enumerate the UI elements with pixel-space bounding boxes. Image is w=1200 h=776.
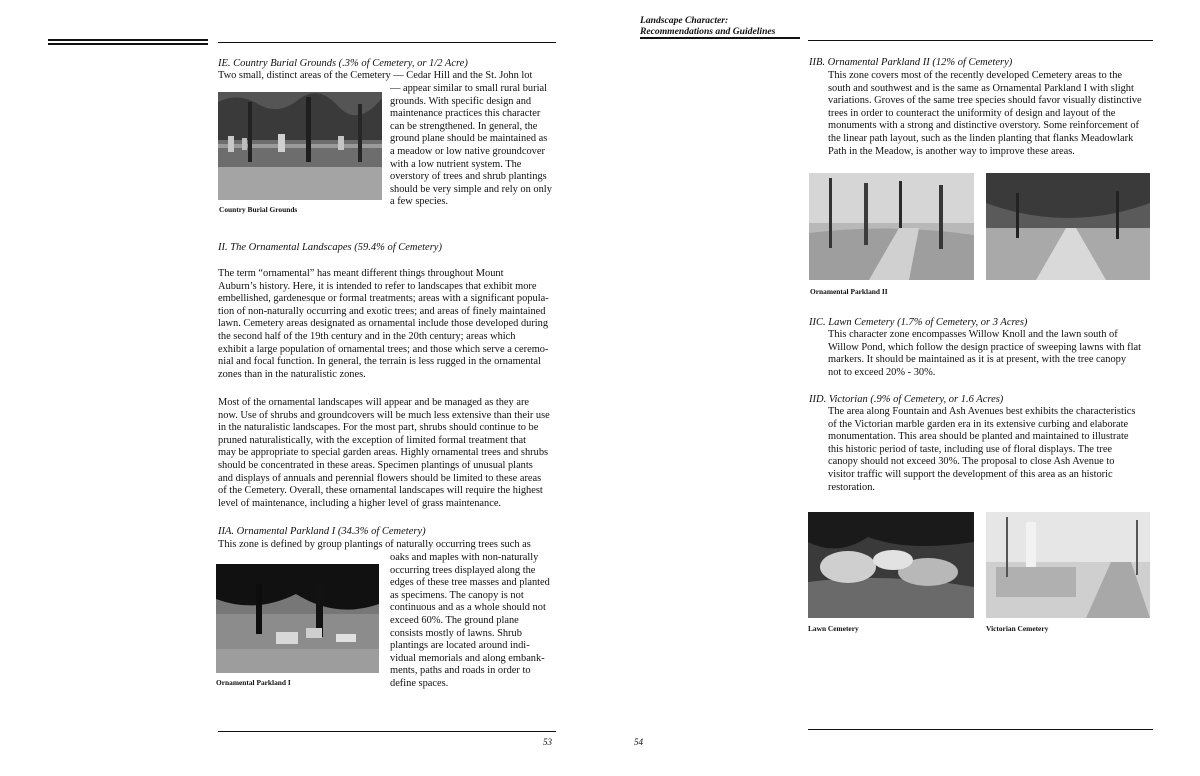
ornamental-parkland-ii-photo-2 <box>986 173 1150 280</box>
text-line: the second half of the 19th century and in the 20th century; areas which <box>218 330 516 342</box>
text-line: maintenance practices this character <box>390 108 541 120</box>
text-line: lawn. Cemetery areas designated as ornamental include those developed during <box>218 318 549 330</box>
left-footer-rule <box>218 731 556 732</box>
text-line: ments, paths and roads in order to <box>390 665 531 677</box>
text-line: level of maintenance, including a higher level of grass maintenance. <box>218 497 502 509</box>
section-iia-lead: This zone is defined by group plantings of naturally occurring trees such as <box>218 539 531 550</box>
text-line: This zone covers most of the recently developed Cemetery areas to the <box>828 70 1123 81</box>
section-iid-title: IID. Victorian (.9% of Cemetery, or 1.6 Acres) <box>809 394 1004 405</box>
text-line: Most of the ornamental landscapes will appear and be managed as they are <box>218 397 530 408</box>
ornamental-parkland-ii-photo-1 <box>809 173 974 280</box>
text-line: monuments with a strong and distinctive overstory. Some reinforcement of <box>828 120 1139 132</box>
ornamental-parkland-i-caption: Ornamental Parkland I <box>216 678 291 687</box>
lawn-cemetery-caption: Lawn Cemetery <box>808 624 859 633</box>
text-line: exceed 60%. The ground plane <box>390 614 519 626</box>
text-line: Path in the Meadow, is another way to improve these areas. <box>828 145 1075 157</box>
left-header-rule-thick <box>48 39 208 41</box>
text-line: exhibit a large population of ornamental trees; and those which serve a ceremo- <box>218 343 549 355</box>
section-iic-title: IIC. Lawn Cemetery (1.7% of Cemetery, or 3 Acres) <box>809 317 1028 328</box>
text-line: edges of these tree masses and planted <box>390 577 550 589</box>
text-line: embellished, gardenesque or formal treatments; areas with a significant popula- <box>218 293 549 305</box>
text-line: grounds. With specific design and <box>390 95 532 107</box>
right-footer-rule <box>808 729 1153 730</box>
section-ie-title: IE. Country Burial Grounds (.3% of Cemetery, or 1/2 Acre) <box>218 58 468 69</box>
text-line: The area along Fountain and Ash Avenues best exhibits the characteristics <box>828 406 1136 417</box>
right-header-rule <box>808 40 1153 41</box>
text-line: plantings are located around indi- <box>390 640 530 652</box>
text-line: south and southwest and is the same as Ornamental Parkland I with slight <box>828 82 1134 94</box>
lawn-cemetery-photo <box>808 512 974 618</box>
text-line: oaks and maples with non-naturally <box>390 552 539 563</box>
text-line: monumentation. This area should be planted and maintained to illustrate <box>828 431 1129 443</box>
section-ii-title: II. The Ornamental Landscapes (59.4% of Cemetery) <box>218 242 442 253</box>
left-page-number: 53 <box>543 737 552 747</box>
text-line: of the Cemetery. Overall, these ornamental landscapes will require the highest <box>218 485 543 497</box>
text-line: ground plane should be maintained as <box>390 133 548 145</box>
text-line: visitor traffic will support the development of this area as an historic <box>828 468 1113 480</box>
country-burial-grounds-photo <box>218 92 382 200</box>
section-ii-paragraph-1 <box>218 268 563 381</box>
right-header-rule-thick <box>640 37 800 39</box>
text-line: continuous and as a whole should not <box>390 602 546 614</box>
running-header-line-1: Landscape Character: <box>640 15 729 26</box>
section-iid-body <box>828 406 1158 494</box>
text-line: with a low nutrient system. The <box>390 158 522 170</box>
text-line: vidual memorials and along embank- <box>390 652 545 664</box>
text-line: define spaces. <box>390 677 449 689</box>
text-line: canopy should not exceed 30%. The proposal to close Ash Avenue to <box>828 456 1115 468</box>
right-page-number: 54 <box>634 737 643 747</box>
section-iib-body <box>828 70 1158 158</box>
text-line: may be appropriate to special garden areas. Highly ornamental trees and shrubs <box>218 447 549 459</box>
text-line: a few species. <box>390 196 448 208</box>
left-header-rule-thick-2 <box>48 43 208 45</box>
victorian-cemetery-photo <box>986 512 1150 618</box>
text-line: markers. It should be maintained as it is at present, with the tree canopy <box>828 354 1127 366</box>
text-line: and displays of annuals and perennial flowers should be limited to these areas <box>218 472 542 484</box>
section-iib-title: IIB. Ornamental Parkland II (12% of Cemetery) <box>809 57 1013 68</box>
section-ie-lead: Two small, distinct areas of the Cemetery — Cedar Hill and the St. John lot <box>218 70 533 81</box>
section-iia-body <box>390 552 560 691</box>
text-line: now. Use of shrubs and groundcovers will be much less extensive than their use <box>218 409 550 421</box>
running-header-line-2: Recommendations and Guidelines <box>640 26 776 37</box>
text-line: occurring trees displayed along the <box>390 564 536 576</box>
text-line: of the Victorian marble garden era in its extensive curbing and elaborate <box>828 418 1129 430</box>
text-line: zones than in the naturalistic zones. <box>218 368 366 380</box>
text-line: variations. Groves of the same tree species should favor visually distinctive <box>828 95 1142 107</box>
victorian-cemetery-caption: Victorian Cemetery <box>986 624 1049 633</box>
text-line: should be very simple and rely on only <box>390 183 552 195</box>
text-line: trees in order to counteract the uniformity of design and layout of the <box>828 107 1116 119</box>
text-line: Willow Pond, which follow the design practice of sweeping lawns with flat <box>828 341 1141 353</box>
text-line: as specimens. The canopy is not <box>390 589 524 601</box>
section-iia-title: IIA. Ornamental Parkland I (34.3% of Cemetery) <box>218 526 426 537</box>
left-header-rule <box>218 42 556 43</box>
text-line: Auburn’s history. Here, it is intended to refer to landscapes that exhibit more <box>218 280 537 292</box>
text-line: this historic period of taste, including use of floral displays. The tree <box>828 443 1113 455</box>
text-line: a meadow or low native groundcover <box>390 145 545 157</box>
ornamental-parkland-i-photo <box>216 564 379 673</box>
section-iic-body <box>828 329 1158 379</box>
text-line: the linear path layout, such as the linden planting that flanks Meadowlark <box>828 132 1134 144</box>
text-line: restoration. <box>828 481 876 493</box>
text-line: This character zone encompasses Willow Knoll and the lawn south of <box>828 329 1118 340</box>
text-line: The term “ornamental” has meant different things throughout Mount <box>218 268 504 279</box>
text-line: nial and focal function. In general, the terrain is less rugged in the ornamental <box>218 356 541 368</box>
text-line: — appear similar to small rural burial <box>390 83 547 94</box>
text-line: overstory of trees and shrub plantings <box>390 171 547 183</box>
text-line: tion of non-naturally occurring and exotic trees; and areas of finely maintained <box>218 305 546 317</box>
text-line: should be concentrated in these areas. Specimen plantings of unusual plants <box>218 459 533 471</box>
country-burial-grounds-caption: Country Burial Grounds <box>219 205 298 214</box>
text-line: in the naturalistic landscapes. For the most part, shrubs should continue to be <box>218 422 539 434</box>
section-ii-paragraph-2 <box>218 397 563 510</box>
ornamental-parkland-ii-caption: Ornamental Parkland II <box>810 287 888 296</box>
text-line: consists mostly of lawns. Shrub <box>390 627 522 639</box>
text-line: pruned naturalistically, with the exception of limited formal treatment that <box>218 434 527 446</box>
text-line: not to exceed 20% - 30%. <box>828 366 936 378</box>
section-ie-body <box>390 83 560 209</box>
text-line: can be strengthened. In general, the <box>390 120 538 132</box>
